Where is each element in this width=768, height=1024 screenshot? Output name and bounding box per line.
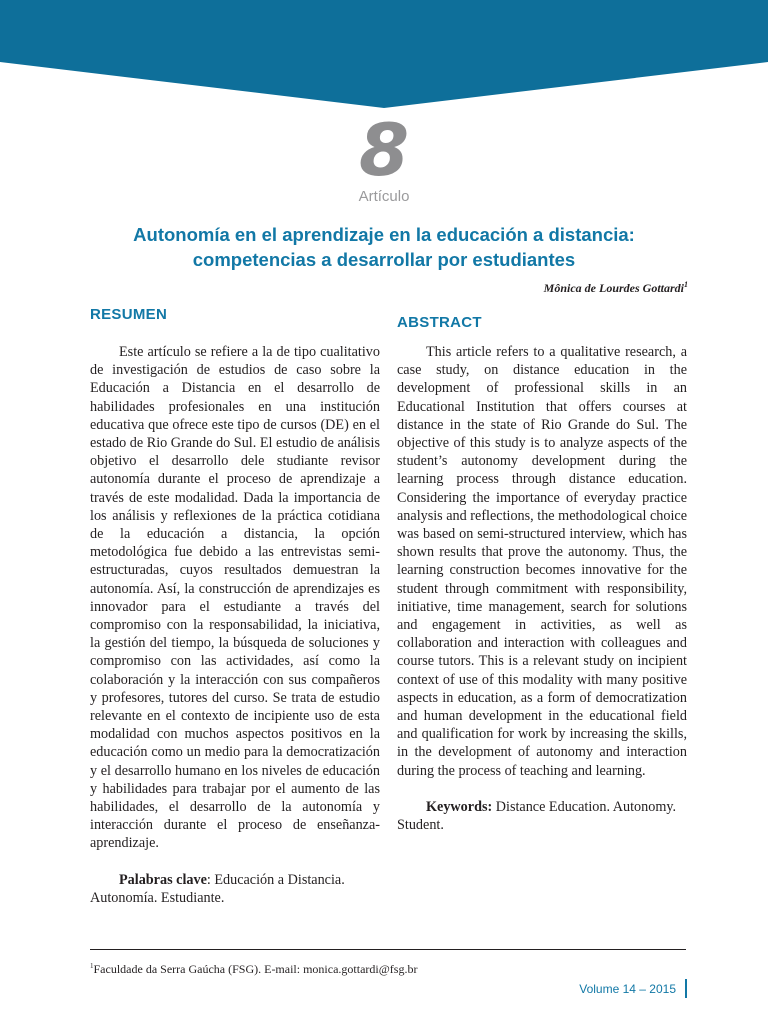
abstract-body: This article refers to a qualitative research, a case study, on distance education in the development of professional skills in an Educational Institution that offers courses at distance in the state of Rio Grande do Sul. The objective of this study is to analyze aspects of the student’s autonomy development during the learning process through distance education. Considering the importance of everyday practice analysis and reflections, the methodological choice was based on semi-structured interview, which has shown results that prove the autonomy. Thus, the learning construction becomes innovative for the student through commitment with responsibility, initiative, time management, search for solutions and engagement in activities, as well as collaboration and interaction with colleagues and course tutors. This is a relevant study on incipient context of use of this modality with many positive aspects in education, as a form of democratization and human development in the educational field and qualification for work by increasing the skills, in the development of autonomy and interaction during the process of teaching and learning.: [397, 344, 687, 779]
footnote-divider: [90, 949, 686, 950]
article-title: [60, 222, 708, 272]
resumen-keywords: [90, 871, 380, 907]
author-text: Mônica de Lourdes Gottardi: [543, 281, 684, 295]
resumen-column: [90, 343, 380, 907]
resumen-heading: RESUMEN: [90, 306, 168, 323]
title-line-1: Autonomía en el aprendizaje en la educación a distancia:: [133, 224, 635, 245]
abstract-keywords-text: Distance Education. Autonomy. Student.: [397, 798, 677, 834]
volume-bar: [685, 979, 687, 998]
header-banner: [0, 0, 768, 110]
resumen-keywords-label: Palabras clave: [119, 871, 207, 888]
volume-label: Volume 14 – 2015: [579, 982, 676, 996]
author-footnote-mark: 1: [684, 280, 688, 289]
abstract-keywords: [397, 798, 687, 834]
abstract-column: [397, 343, 687, 834]
article-number: 8: [358, 108, 410, 192]
resumen-body: Este artículo se refiere a la de tipo cualitativo de investigación de estudios de caso sobre la Educación a Distancia en el desarrollo de habilidades profesionales en una institución educativa que ofrece este tipo de cursos (DE) en el estado de Rio Grande do Sul. El estudio de análisis objetivo el desarrollo dele studiante revisor autonomía durante el proceso de aprendizaje a través de este modalidad. Dada la importancia de los análisis y reflexiones de la práctica cotidiana de la educación a distancia, la opción metodológica fue debido a las entrevistas semi-estructuradas, cuyos resultados demuestran la autonomía. Así, la construcción de aprendizajes es innovador para el estudiante a través del compromiso con la responsabilidad, la iniciativa, la gestión del tiempo, la búsqueda de soluciones y compromiso con las actividades, así como la colaboración y la interacción con sus compañeros y profesores, tutores del curso. Se trata de estudio relevante en el contexto de incipiente uso de esta modalidad con muchos aspectos positivos en la educación como un medio para la democratización y el desarrollo humano en los niveles de educación y habilidades para trabajar por el aumento de las habilidades, el desarrollo de la autonomía y interacción durante el proceso de enseñanza-aprendizaje.: [90, 344, 381, 852]
author-name: [544, 280, 688, 296]
article-label: Artículo: [358, 188, 410, 205]
abstract-heading: ABSTRACT: [397, 314, 482, 331]
abstract-keywords-label: Keywords:: [426, 798, 493, 815]
footnote-mark: 1: [90, 962, 94, 970]
footnote: [90, 959, 417, 977]
footnote-text: Faculdade da Serra Gaúcha (FSG). E-mail: monica.gottardi@fsg.br: [93, 962, 418, 976]
resumen-keywords-text: : Educación a Distancia. Autonomía. Estudiante.: [90, 871, 345, 906]
title-line-2: competencias a desarrollar por estudiantes: [192, 249, 576, 270]
